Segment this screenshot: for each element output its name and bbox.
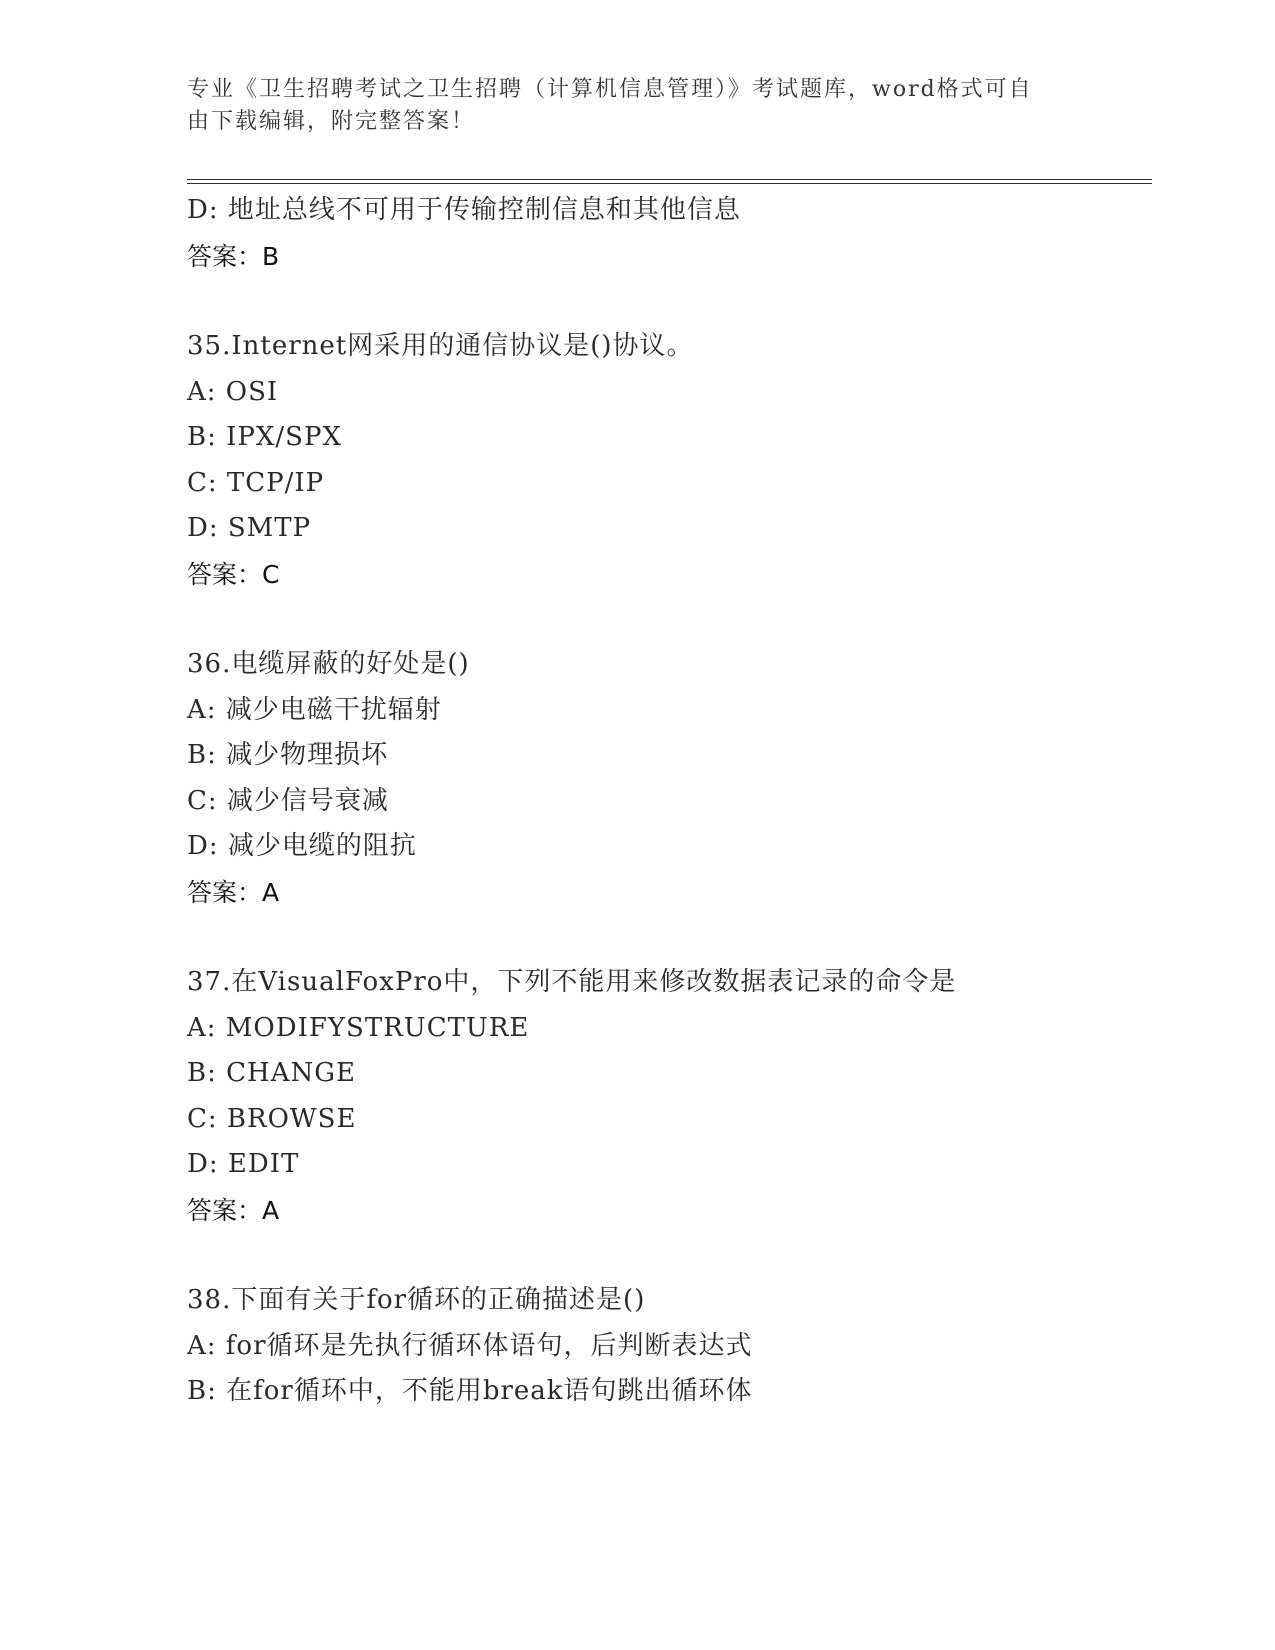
- option-c: C: BROWSE: [187, 1103, 357, 1134]
- header-line-2: 由下载编辑，附完整答案！: [187, 109, 476, 134]
- question-38: [187, 1278, 1147, 1415]
- question-text: 37.在VisualFoxPro中，下列不能用来修改数据表记录的命令是: [187, 967, 957, 997]
- header-divider-top: [187, 179, 1152, 180]
- header-divider-bottom: [187, 183, 1152, 184]
- option-b: B: 在for循环中，不能用break语句跳出循环体: [187, 1376, 753, 1406]
- option-a: A: OSI: [187, 376, 279, 407]
- document-header: [187, 74, 1087, 138]
- question-35: [187, 324, 1147, 597]
- question-text: 35.Internet网采用的通信协议是()协议。: [187, 331, 694, 361]
- option-a: A: for循环是先执行循环体语句，后判断表达式: [187, 1330, 753, 1361]
- option-a: A: MODIFYSTRUCTURE: [187, 1012, 530, 1043]
- previous-question-tail: [187, 188, 1147, 279]
- question-37: [187, 960, 1147, 1233]
- question-36: [187, 642, 1147, 915]
- option-d: D: EDIT: [187, 1149, 300, 1179]
- answer-line: 答案：B: [187, 241, 280, 271]
- option-b: B: IPX/SPX: [187, 422, 342, 452]
- option-d: D: 地址总线不可用于传输控制信息和其他信息: [187, 195, 741, 225]
- header-line-1: 专业《卫生招聘考试之卫生招聘（计算机信息管理）》考试题库，word格式可自: [187, 77, 1033, 102]
- option-b: B: CHANGE: [187, 1058, 356, 1088]
- question-text: 36.电缆屏蔽的好处是(): [187, 649, 470, 679]
- question-text: 38.下面有关于for循环的正确描述是(): [187, 1285, 646, 1315]
- answer-line: 答案：A: [187, 1195, 280, 1225]
- answer-line: 答案：C: [187, 559, 280, 589]
- option-d: D: SMTP: [187, 513, 312, 543]
- question-content: [187, 188, 1147, 1415]
- answer-line: 答案：A: [187, 877, 280, 907]
- option-b: B: 减少物理损坏: [187, 740, 389, 770]
- option-c: C: TCP/IP: [187, 467, 325, 498]
- option-d: D: 减少电缆的阻抗: [187, 831, 417, 861]
- option-c: C: 减少信号衰减: [187, 785, 389, 816]
- option-a: A: 减少电磁干扰辐射: [187, 694, 442, 725]
